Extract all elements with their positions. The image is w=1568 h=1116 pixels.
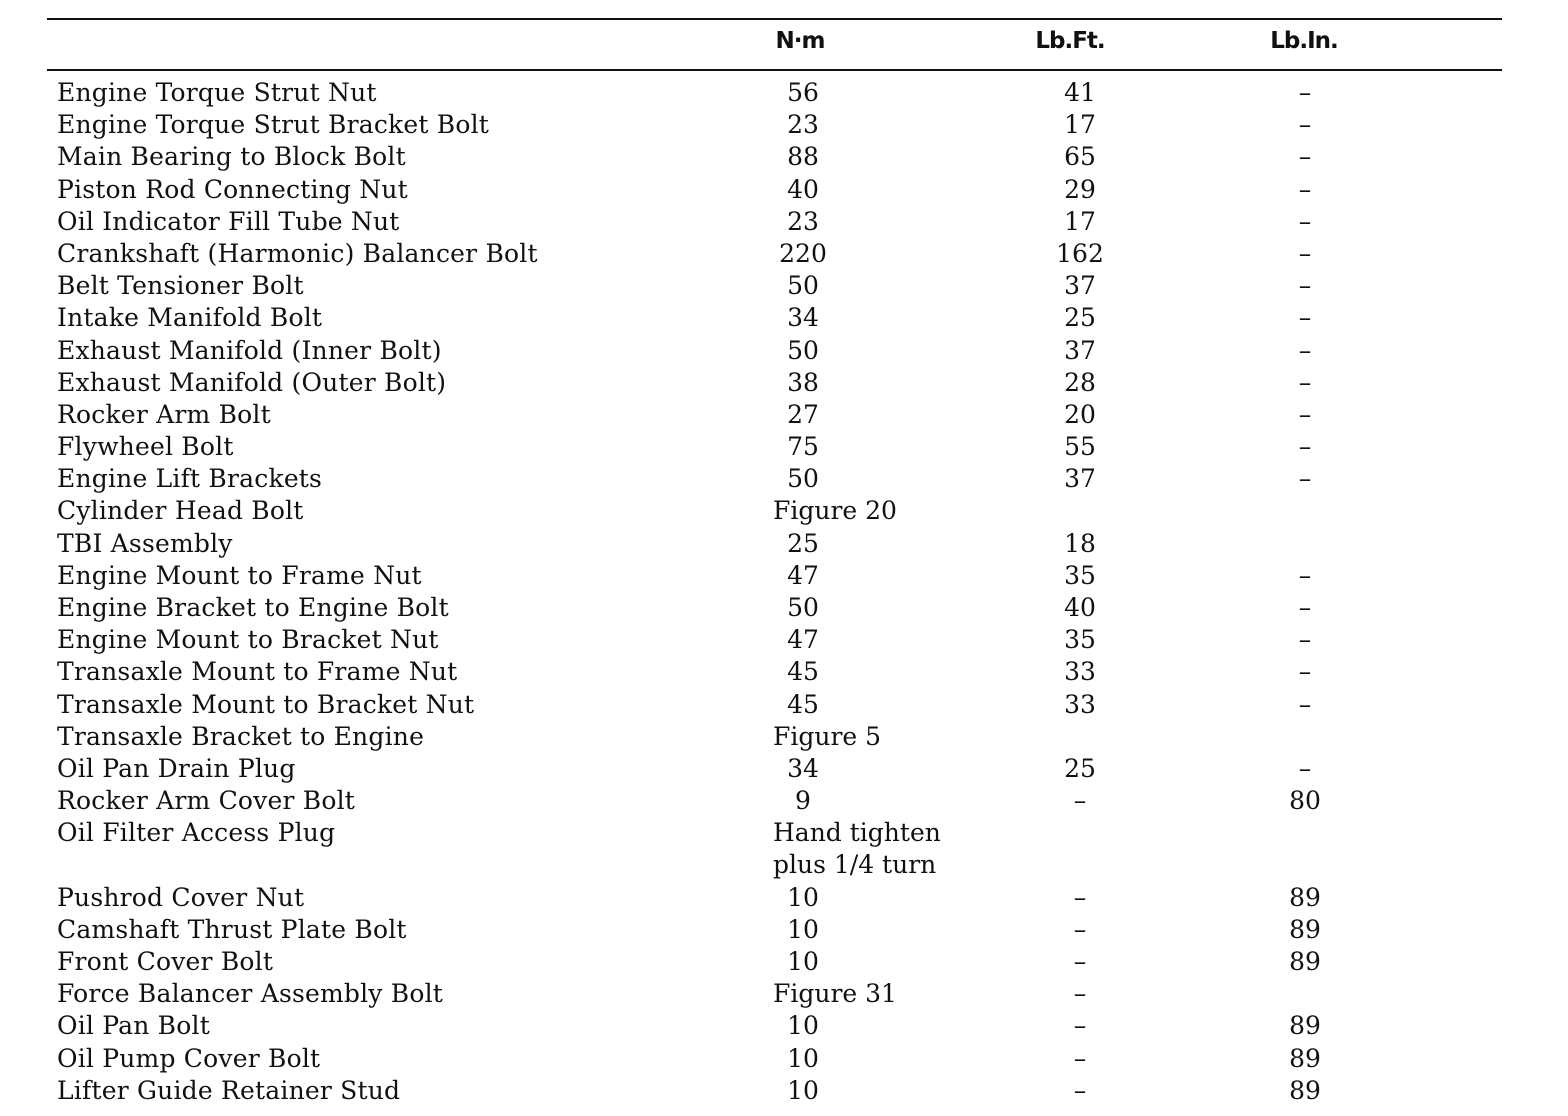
cell-nm-line1: Hand tighten xyxy=(773,818,941,848)
cell-lbft: 37 xyxy=(1064,464,1096,494)
table-header-rule xyxy=(47,69,1502,71)
cell-lbft: 25 xyxy=(1064,753,1096,783)
cell-lbin: – xyxy=(1298,142,1312,172)
row-label: Transaxle Mount to Bracket Nut xyxy=(57,689,475,719)
table-row xyxy=(0,624,1568,656)
row-label: Flywheel Bolt xyxy=(57,432,234,462)
column-header-nm: N·m xyxy=(775,28,825,54)
cell-lbft: 37 xyxy=(1064,271,1096,301)
table-top-rule xyxy=(47,18,1502,20)
cell-nm: 40 xyxy=(787,174,819,204)
cell-lbft: 18 xyxy=(1064,528,1096,558)
row-label: Oil Pump Cover Bolt xyxy=(57,1043,321,1073)
table-row xyxy=(0,978,1568,1010)
cell-lbft: 35 xyxy=(1064,560,1096,590)
cell-lbft: – xyxy=(1073,1075,1087,1105)
table-row xyxy=(0,431,1568,463)
cell-lbin: – xyxy=(1298,625,1312,655)
cell-nm: 10 xyxy=(787,882,819,912)
row-label: Engine Bracket to Engine Bolt xyxy=(57,593,449,622)
row-label: Oil Pan Bolt xyxy=(57,1011,210,1041)
cell-lbin: – xyxy=(1298,657,1312,687)
cell-nm: 25 xyxy=(787,528,819,558)
cell-nm: 34 xyxy=(787,303,819,333)
cell-lbin: – xyxy=(1298,689,1312,719)
row-label: Intake Manifold Bolt xyxy=(57,303,323,333)
row-label: Exhaust Manifold (Outer Bolt) xyxy=(57,367,447,397)
row-label: Front Cover Bolt xyxy=(57,947,274,977)
row-label: Rocker Arm Bolt xyxy=(57,399,271,429)
cell-lbft: – xyxy=(1073,882,1087,912)
cell-lbin: – xyxy=(1298,464,1312,494)
cell-nm: 45 xyxy=(787,689,819,719)
cell-lbin: – xyxy=(1298,206,1312,236)
table-row xyxy=(0,335,1568,367)
table-row xyxy=(0,817,1568,881)
cell-nm: 50 xyxy=(787,271,819,301)
cell-nm: 10 xyxy=(787,1043,819,1073)
table-row xyxy=(0,1075,1568,1107)
cell-lbin: – xyxy=(1298,335,1312,365)
table-row xyxy=(0,77,1568,109)
cell-lbin: – xyxy=(1298,303,1312,333)
cell-nm: 23 xyxy=(787,110,819,140)
cell-nm: Figure 31 xyxy=(773,979,897,1009)
cell-lbft: 28 xyxy=(1064,367,1096,397)
table-row xyxy=(0,367,1568,399)
table-row xyxy=(0,238,1568,270)
table-row xyxy=(0,399,1568,431)
cell-lbft: 33 xyxy=(1064,689,1096,719)
column-header-lbin: Lb.In. xyxy=(1270,28,1338,54)
cell-lbft: 25 xyxy=(1064,303,1096,333)
cell-lbft: 17 xyxy=(1064,206,1096,236)
cell-nm: 45 xyxy=(787,657,819,687)
cell-nm: 10 xyxy=(787,914,819,944)
cell-lbft: 40 xyxy=(1064,593,1096,622)
row-label: Transaxle Mount to Frame Nut xyxy=(57,657,458,687)
cell-lbin: 89 xyxy=(1289,1043,1321,1073)
table-row xyxy=(0,206,1568,238)
cell-nm: Figure 5 xyxy=(773,721,882,751)
cell-nm: 9 xyxy=(795,786,811,816)
cell-nm-line2: plus 1/4 turn xyxy=(773,850,937,880)
cell-nm: 47 xyxy=(787,560,819,590)
cell-lbft: 33 xyxy=(1064,657,1096,687)
table-row xyxy=(0,721,1568,753)
row-label: Camshaft Thrust Plate Bolt xyxy=(57,914,407,944)
cell-lbft: 65 xyxy=(1064,142,1096,172)
table-row xyxy=(0,109,1568,141)
cell-nm: 10 xyxy=(787,947,819,977)
row-label: Belt Tensioner Bolt xyxy=(57,271,304,301)
cell-lbft: 162 xyxy=(1056,238,1104,268)
table-row xyxy=(0,1010,1568,1042)
cell-lbin: 80 xyxy=(1289,786,1321,816)
cell-lbin: – xyxy=(1298,753,1312,783)
cell-lbin: 89 xyxy=(1289,914,1321,944)
cell-lbin: – xyxy=(1298,432,1312,462)
row-label: Oil Pan Drain Plug xyxy=(57,753,296,783)
row-label: Main Bearing to Block Bolt xyxy=(57,142,406,172)
row-label: Pushrod Cover Nut xyxy=(57,882,305,912)
cell-nm: 88 xyxy=(787,142,819,172)
table-row xyxy=(0,528,1568,560)
table-row xyxy=(0,463,1568,495)
table-row xyxy=(0,1043,1568,1075)
table-row xyxy=(0,141,1568,173)
table-row xyxy=(0,689,1568,721)
row-label: Rocker Arm Cover Bolt xyxy=(57,786,356,816)
cell-lbin: – xyxy=(1298,271,1312,301)
cell-lbft: – xyxy=(1073,979,1087,1009)
cell-lbin: – xyxy=(1298,593,1312,622)
cell-nm: 10 xyxy=(787,1011,819,1041)
table-row xyxy=(0,753,1568,785)
row-label: Engine Lift Brackets xyxy=(57,464,323,494)
cell-lbft: 35 xyxy=(1064,625,1096,655)
row-label: TBI Assembly xyxy=(57,528,233,558)
row-label: Oil Indicator Fill Tube Nut xyxy=(57,206,400,236)
cell-lbin: – xyxy=(1298,78,1312,107)
cell-lbft: – xyxy=(1073,1043,1087,1073)
cell-nm: 47 xyxy=(787,625,819,655)
cell-lbft: 20 xyxy=(1064,399,1096,429)
cell-lbft: 55 xyxy=(1064,432,1096,462)
table-row xyxy=(0,560,1568,592)
cell-nm: 27 xyxy=(787,399,819,429)
cell-lbft: 41 xyxy=(1064,78,1096,107)
cell-lbin: 89 xyxy=(1289,1075,1321,1105)
cell-nm: 50 xyxy=(787,593,819,622)
row-label: Transaxle Bracket to Engine xyxy=(57,721,425,751)
cell-nm: 34 xyxy=(787,753,819,783)
cell-lbin: – xyxy=(1298,399,1312,429)
cell-lbft: – xyxy=(1073,914,1087,944)
cell-nm: 38 xyxy=(787,367,819,397)
row-label: Engine Torque Strut Bracket Bolt xyxy=(57,110,490,140)
cell-nm: 23 xyxy=(787,206,819,236)
cell-nm: 56 xyxy=(787,78,819,107)
cell-nm: 10 xyxy=(787,1075,819,1105)
table-row xyxy=(0,174,1568,206)
cell-lbin: – xyxy=(1298,174,1312,204)
cell-nm: 220 xyxy=(779,238,827,268)
cell-lbin: 89 xyxy=(1289,882,1321,912)
table-row xyxy=(0,882,1568,914)
cell-lbft: 37 xyxy=(1064,335,1096,365)
table-row xyxy=(0,302,1568,334)
row-label: Oil Filter Access Plug xyxy=(57,818,336,848)
cell-lbft: – xyxy=(1073,947,1087,977)
cell-lbft: – xyxy=(1073,786,1087,816)
row-label: Engine Mount to Bracket Nut xyxy=(57,625,439,655)
cell-nm: 50 xyxy=(787,464,819,494)
cell-lbin: – xyxy=(1298,560,1312,590)
cell-lbin: – xyxy=(1298,110,1312,140)
cell-lbin: 89 xyxy=(1289,1011,1321,1041)
row-label: Cylinder Head Bolt xyxy=(57,496,304,526)
cell-lbft: 17 xyxy=(1064,110,1096,140)
cell-nm: 50 xyxy=(787,335,819,365)
cell-lbft: – xyxy=(1073,1011,1087,1041)
cell-lbin: 89 xyxy=(1289,947,1321,977)
torque-spec-table xyxy=(0,77,1568,1107)
table-row xyxy=(0,495,1568,527)
row-label: Piston Rod Connecting Nut xyxy=(57,174,408,204)
cell-lbin: – xyxy=(1298,367,1312,397)
table-row xyxy=(0,785,1568,817)
column-header-lbft: Lb.Ft. xyxy=(1035,28,1105,54)
table-row xyxy=(0,592,1568,624)
row-label: Crankshaft (Harmonic) Balancer Bolt xyxy=(57,238,538,268)
cell-lbin: – xyxy=(1298,238,1312,268)
cell-nm: Figure 20 xyxy=(773,496,897,526)
row-label: Lifter Guide Retainer Stud xyxy=(57,1075,401,1105)
row-label: Force Balancer Assembly Bolt xyxy=(57,979,444,1009)
table-row xyxy=(0,656,1568,688)
table-row xyxy=(0,270,1568,302)
table-row xyxy=(0,946,1568,978)
row-label: Engine Mount to Frame Nut xyxy=(57,560,422,590)
table-row xyxy=(0,914,1568,946)
cell-nm xyxy=(773,817,941,881)
cell-lbft: 29 xyxy=(1064,174,1096,204)
cell-nm: 75 xyxy=(787,432,819,462)
row-label: Exhaust Manifold (Inner Bolt) xyxy=(57,335,442,365)
row-label: Engine Torque Strut Nut xyxy=(57,78,377,107)
